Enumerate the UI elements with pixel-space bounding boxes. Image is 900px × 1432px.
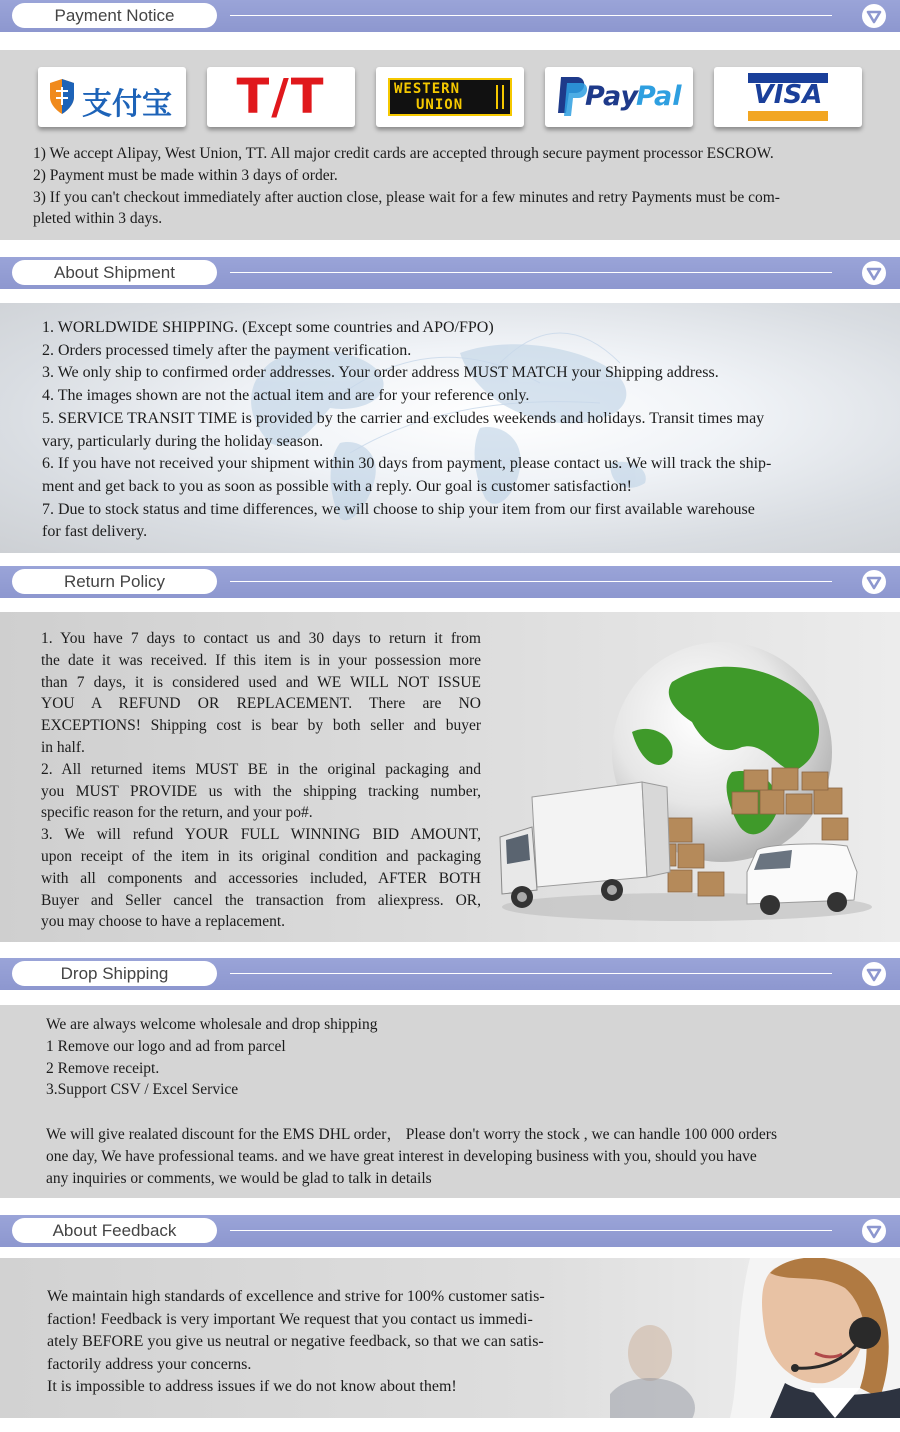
visa-orange-bar <box>748 111 828 121</box>
return-line: Buyer and Seller cancel the transaction from aliexpress. OR, <box>41 891 481 909</box>
feedback-line: ately BEFORE you give us neutral or negative feedback, so that we can satis- <box>47 1333 544 1351</box>
shipment-line: ment and get back to you as soon as possible with a reply. Our goal is customer satisfaction! <box>42 477 632 495</box>
header-divider <box>230 1230 832 1231</box>
western-union-block <box>388 78 512 116</box>
visa-text: VISA <box>753 80 823 110</box>
visa-logo <box>714 67 862 127</box>
drop-line: We are always welcome wholesale and drop shipping <box>46 1016 378 1033</box>
shipment-line: vary, particularly during the holiday season. <box>42 432 324 450</box>
section-title-shipment: About Shipment <box>12 260 217 285</box>
chevron-down-icon[interactable] <box>862 4 886 28</box>
shipment-panel <box>0 303 900 553</box>
tt-logo <box>207 67 355 127</box>
western-union-logo <box>376 67 524 127</box>
western-union-line2: UNION <box>416 97 464 113</box>
chevron-down-icon[interactable] <box>862 962 886 986</box>
shipment-text <box>42 317 872 544</box>
feedback-line: We maintain high standards of excellence and strive for 100% customer satis- <box>47 1288 545 1305</box>
return-line: the date it was received. If this item is in your possession more <box>41 651 481 669</box>
drop-line: 2 Remove receipt. <box>46 1059 160 1077</box>
shipment-line: 4. The images shown are not the actual item and are for your reference only. <box>42 387 530 405</box>
header-divider <box>230 272 832 273</box>
return-line: 3. We will refund YOUR FULL WINNING BID AMOUNT, <box>41 826 481 844</box>
drop-panel <box>0 1005 900 1198</box>
drop-paragraph <box>46 1124 868 1189</box>
support-agent-illustration <box>610 1258 900 1418</box>
truck-icon <box>500 782 670 908</box>
section-title-return: Return Policy <box>12 569 217 594</box>
payment-line: 1) We accept Alipay, West Union, TT. All major credit cards are accepted through secure payment processor ESCROW. <box>33 145 774 162</box>
shipment-line: for fast delivery. <box>42 523 148 541</box>
section-header-shipment <box>0 257 900 289</box>
section-header-drop <box>0 958 900 990</box>
section-header-payment <box>0 0 900 32</box>
return-panel <box>0 612 900 942</box>
tt-text: T/T <box>236 69 326 125</box>
payment-line: 3) If you can't checkout immediately after auction close, please wait for a few minutes and retry Payments must be com- <box>33 188 780 206</box>
paypal-text-pal: Pal <box>636 81 682 112</box>
headset-icon <box>849 1317 881 1349</box>
section-header-feedback <box>0 1215 900 1247</box>
section-header-return <box>0 566 900 598</box>
feedback-line: faction! Feedback is very important We request that you contact us immedi- <box>47 1310 533 1328</box>
section-title-feedback: About Feedback <box>12 1218 217 1243</box>
drop-paragraph-line: one day, We have professional teams. and we have great interest in developing business with you, should you have <box>46 1147 757 1165</box>
return-line: 1. You have 7 days to contact us and 30 days to return it from <box>41 630 481 647</box>
western-union-line1: WESTERN <box>394 81 461 97</box>
shipment-line: 7. Due to stock status and time differences, we will choose to ship your item from our first available warehouse <box>42 500 755 518</box>
header-divider <box>230 973 832 974</box>
chevron-down-icon[interactable] <box>862 261 886 285</box>
chevron-down-icon[interactable] <box>862 1219 886 1243</box>
header-divider <box>230 581 832 582</box>
payment-text <box>33 143 883 230</box>
shipment-line: 6. If you have not received your shipment within 30 days from payment, please contact us. We will track the ship- <box>42 455 772 473</box>
return-line: EXCEPTIONS! Shipping cost is bear by both seller and buyer <box>41 717 481 735</box>
western-union-bars <box>496 85 504 109</box>
shipment-line: 1. WORLDWIDE SHIPPING. (Except some countries and APO/FPO) <box>42 319 494 336</box>
drop-line: 3.Support CSV / Excel Service <box>46 1081 239 1099</box>
paypal-text-pay: Pay <box>585 81 639 112</box>
payment-line: pleted within 3 days. <box>33 210 163 228</box>
paypal-logo <box>545 67 693 127</box>
alipay-text: 支付宝 <box>82 87 172 122</box>
feedback-text <box>47 1286 612 1399</box>
return-line: upon receipt of the item in its original condition and packaging <box>41 847 481 865</box>
return-line: YOU A REFUND OR REPLACEMENT. There are NO <box>41 695 481 713</box>
drop-list <box>46 1014 866 1101</box>
feedback-line: It is impossible to address issues if we do not know about them! <box>47 1378 457 1396</box>
feedback-panel <box>0 1258 900 1418</box>
chevron-down-icon[interactable] <box>862 570 886 594</box>
return-line: you may choose to have a replacement. <box>41 913 286 931</box>
shipment-line: 3. We only ship to confirmed order addresses. Your order address MUST MATCH your Shipping address. <box>42 364 719 382</box>
return-line: in half. <box>41 738 85 756</box>
return-line: specific reason for the return, and your po#. <box>41 804 313 822</box>
return-text <box>41 628 481 933</box>
drop-line: 1 Remove our logo and ad from parcel <box>46 1037 286 1055</box>
return-line: than 7 days, it is considered used and WE WILL NOT ISSUE <box>41 673 481 691</box>
section-title-payment: Payment Notice <box>12 3 217 28</box>
section-title-drop: Drop Shipping <box>12 961 217 986</box>
payment-panel <box>0 50 900 240</box>
return-line: with all components and accessories included, AFTER BOTH <box>41 869 481 887</box>
header-divider <box>230 15 832 16</box>
return-line: 2. All returned items MUST BE in the original packaging and <box>41 760 481 778</box>
shipment-line: 2. Orders processed timely after the payment verification. <box>42 341 412 359</box>
return-line: you MUST PROVIDE us with the shipping tracking number, <box>41 782 481 800</box>
payment-line: 2) Payment must be made within 3 days of order. <box>33 166 338 184</box>
drop-paragraph-line: We will give realated discount for the EMS DHL order， Please don't worry the stock , we can handle 100 000 orders <box>46 1126 777 1143</box>
feedback-line: factorily address your concerns. <box>47 1355 252 1373</box>
globe-truck-illustration <box>492 622 882 932</box>
drop-paragraph-line: any inquiries or comments, we would be glad to talk in details <box>46 1169 432 1187</box>
alipay-logo <box>38 67 186 127</box>
shipment-line: 5. SERVICE TRANSIT TIME is provided by the carrier and excludes weekends and holidays. Transit times may <box>42 409 765 427</box>
